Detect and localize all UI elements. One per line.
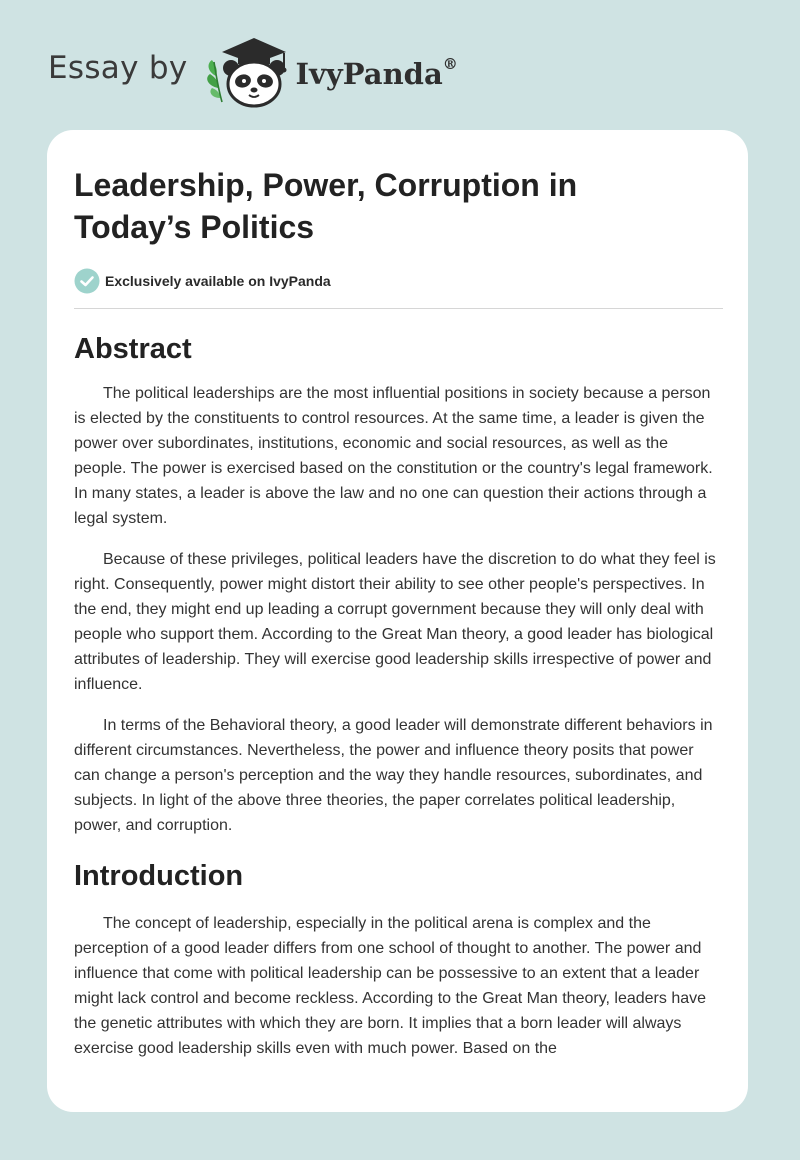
essay-title: Leadership, Power, Corruption in Today’s Politics xyxy=(74,167,578,245)
site-brand[interactable] xyxy=(48,32,458,112)
abstract-section xyxy=(74,331,723,838)
ivy-leaf-icon xyxy=(207,60,222,102)
panda-logo-icon xyxy=(202,32,294,112)
introduction-section xyxy=(74,858,723,1061)
badge-text: Exclusively available on IvyPanda xyxy=(105,273,331,289)
paragraph: The concept of leadership, especially in the political arena is complex and the perception of a good leader differs from one school of thought to another. The power and influence that come with political leadership can be possessive to an extent that a leader might lack control and become reckless. According to the Great Man theory, leaders have the genetic attributes with which they are born. It implies that a born leader will always exercise good leadership skills even with much power. Based on the xyxy=(74,915,707,1057)
title-divider xyxy=(74,308,723,309)
registered-mark: ® xyxy=(442,55,458,74)
brand-name-text: IvyPanda xyxy=(295,57,443,91)
paragraph: Because of these privileges, political leaders have the discretion to do what they feel is right. Consequently, power might distort their ability to see other people's perspectives. In the end, they might end up leading a corrupt government because they will only deal with people who support them. According to the Great Man theory, a good leader has biological attributes of leadership. They will exercise good leadership skills irrespective of power and influence. xyxy=(74,551,716,693)
section-heading: Abstract xyxy=(74,333,192,365)
exclusive-badge xyxy=(74,268,723,294)
paragraph: The political leaderships are the most influential positions in society because a person is elected by the constituents to control resources. At the same time, a leader is given the power over subordinates, institutions, economic and social resources, as well as the people. The power is exercised based on the constitution or the country's legal framework. In many states, a leader is above the law and no one can question their actions through a legal system. xyxy=(74,385,713,527)
check-circle-icon xyxy=(74,268,100,294)
brand-name xyxy=(296,57,458,91)
essay-content xyxy=(74,164,723,1061)
section-heading: Introduction xyxy=(74,860,244,892)
essay-card xyxy=(47,130,748,1112)
paragraph: In terms of the Behavioral theory, a good leader will demonstrate different behaviors in different circumstances. Nevertheless, the power and influence theory posits that power can change a person's perception and the way they handle resources, subordinates, and subjects. In light of the above three theories, the paper correlates political leadership, power, and corruption. xyxy=(74,717,713,834)
brand-prefix: Essay by xyxy=(48,50,188,86)
